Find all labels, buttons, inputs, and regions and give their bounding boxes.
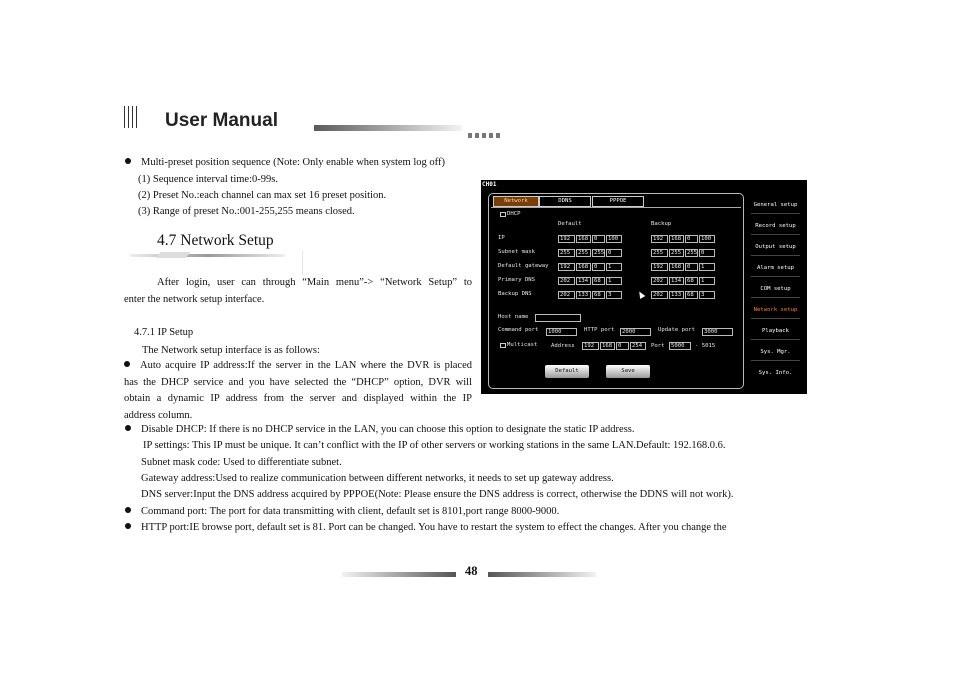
subnet-mask-label: Subnet mask — [498, 249, 536, 255]
menu-record-setup[interactable]: Record setup — [755, 223, 796, 229]
menu-playback[interactable]: Playback — [762, 328, 789, 334]
backup-column-header: Backup — [651, 221, 672, 227]
disable-dhcp-bullet — [125, 423, 635, 436]
ip-octet[interactable]: 168 — [576, 263, 591, 271]
dhcp-label: DHCP — [507, 211, 521, 217]
ip-octet[interactable]: 1 — [606, 277, 622, 285]
ip-octet[interactable]: 133 — [576, 291, 591, 299]
ip-octet[interactable]: 1 — [606, 263, 622, 271]
dns-text: DNS server:Input the DNS address acquired by PPPOE(Note: Please ensure the DNS address is correct, otherwise the DDNS will not work). — [141, 489, 734, 500]
gateway-text: Gateway address:Used to realize communication between different networks, it needs to set up gateway address. — [141, 473, 614, 484]
command-port-bullet — [125, 505, 559, 518]
ip-octet[interactable]: 254 — [630, 342, 646, 350]
auto-ip-line: obtain a dynamic IP address from the server and displayed within the IP — [124, 393, 472, 404]
ip-octet[interactable]: 68 — [592, 277, 605, 285]
menu-output-setup[interactable]: Output setup — [755, 244, 796, 250]
ip-label: IP — [498, 235, 505, 241]
intro-line: After login, user can through “Main menu”-> “Network Setup” to — [157, 277, 472, 288]
default-column-header: Default — [558, 221, 582, 227]
http-port-input[interactable]: 2000 — [620, 328, 651, 336]
tab-network[interactable]: Network — [493, 196, 539, 207]
port-range: - 5015 — [695, 343, 716, 349]
backup-subnet-field[interactable] — [651, 249, 715, 257]
ip-octet[interactable]: 133 — [669, 291, 684, 299]
host-name-input[interactable] — [535, 314, 581, 322]
menu-sys-info[interactable]: Sys. Info. — [758, 370, 793, 376]
auto-ip-line-first — [124, 358, 472, 375]
side-menu — [748, 193, 803, 390]
ip-octet[interactable]: 255 — [651, 249, 668, 257]
menu-alarm-setup[interactable]: Alarm setup — [756, 265, 795, 271]
ip-octet[interactable]: 202 — [651, 277, 668, 285]
subsection-intro: The Network setup interface is as follows: — [142, 345, 320, 356]
http-port-bullet — [125, 521, 727, 534]
page-number: 48 — [465, 564, 478, 578]
subsection-title: 4.7.1 IP Setup — [134, 327, 194, 338]
default-backup-dns-field[interactable] — [558, 291, 622, 299]
subnet-text: Subnet mask code: Used to differentiate subnet. — [141, 457, 342, 468]
ip-octet[interactable]: 0 — [685, 263, 698, 271]
ip-octet[interactable]: 255 — [558, 249, 575, 257]
auto-ip-paragraph — [124, 358, 472, 424]
bullet-icon — [125, 507, 131, 513]
bullet-icon — [124, 361, 130, 367]
gateway-label: Default gateway — [498, 263, 549, 269]
auto-ip-text: Auto acquire IP address:If the server in the LAN where the DVR is placed — [140, 360, 472, 371]
dhcp-checkbox[interactable] — [500, 212, 506, 217]
host-name-label: Host name — [498, 314, 529, 320]
default-button[interactable]: Default — [545, 365, 589, 378]
ip-octet[interactable]: 202 — [558, 291, 575, 299]
http-port-text: HTTP port:IE browse port, default set is 81. Port can be changed. You have to restart the system to effect the changes. After you change the — [141, 522, 727, 533]
tab-pppoe[interactable]: PPPOE — [592, 196, 644, 207]
footer-left-gradient — [342, 572, 456, 577]
preset-item: (1) Sequence interval time:0-99s. — [138, 174, 278, 185]
backup-backup-dns-field[interactable] — [651, 291, 715, 299]
ip-octet[interactable]: 0 — [685, 235, 698, 243]
header-bars-decoration — [124, 106, 140, 128]
ip-octet[interactable]: 168 — [600, 342, 615, 350]
menu-network-setup[interactable]: Network setup — [753, 307, 798, 313]
ip-octet[interactable]: 1 — [699, 263, 715, 271]
ip-octet[interactable]: 0 — [592, 235, 605, 243]
default-primary-dns-field[interactable] — [558, 277, 622, 285]
ip-octet[interactable]: 68 — [685, 277, 698, 285]
command-port-text: Command port: The port for data transmitting with client, default set is 8101,port range 8000-9000. — [141, 506, 560, 517]
update-port-input[interactable]: 3000 — [702, 328, 733, 336]
ip-octet[interactable]: 255 — [576, 249, 591, 257]
ip-octet[interactable]: 202 — [651, 291, 668, 299]
default-ip-field[interactable] — [558, 235, 622, 243]
ip-octet[interactable]: 134 — [576, 277, 591, 285]
ip-octet[interactable]: 192 — [558, 263, 575, 271]
ip-octet[interactable]: 0 — [699, 249, 715, 257]
ip-octet[interactable]: 68 — [592, 291, 605, 299]
multicast-label: Multicast — [507, 342, 538, 348]
ip-octet[interactable]: 100 — [606, 235, 622, 243]
ip-octet[interactable]: 192 — [582, 342, 599, 350]
menu-general-setup[interactable]: General setup — [753, 202, 798, 208]
ip-octet[interactable]: 202 — [558, 277, 575, 285]
ip-octet[interactable]: 134 — [669, 277, 684, 285]
section-underline-decoration: | | | | | — [130, 251, 290, 259]
auto-ip-line: address column. — [124, 409, 193, 421]
ip-octet[interactable]: 3 — [699, 291, 715, 299]
backup-primary-dns-field[interactable] — [651, 277, 715, 285]
header-dots-decoration — [468, 125, 503, 143]
update-port-label: Update port — [658, 327, 696, 333]
port-label: Port — [651, 343, 665, 349]
footer-right-gradient — [488, 572, 596, 577]
preset-item: (3) Range of preset No.:001-255,255 means closed. — [138, 206, 355, 217]
port-input[interactable]: 5000 — [669, 342, 691, 350]
command-port-input[interactable]: 1000 — [546, 328, 577, 336]
ip-octet[interactable]: 168 — [669, 263, 684, 271]
multicast-address-field[interactable] — [582, 342, 646, 350]
intro-line: enter the network setup interface. — [124, 293, 265, 305]
ip-octet[interactable]: 168 — [669, 235, 684, 243]
default-gateway-field[interactable] — [558, 263, 622, 271]
menu-com-setup[interactable]: COM setup — [760, 286, 791, 292]
save-button[interactable]: Save — [606, 365, 650, 378]
ip-octet[interactable]: 0 — [616, 342, 629, 350]
ip-settings-text: IP settings: This IP must be unique. It can’t conflict with the IP of other servers or working stations in the same LAN.Default: 192.168.0.6. — [143, 440, 726, 451]
command-port-label: Command port — [498, 327, 539, 333]
ip-octet[interactable]: 3 — [606, 291, 622, 299]
ip-octet[interactable]: 255 — [687, 250, 698, 256]
backup-ip-field[interactable] — [651, 235, 715, 243]
dvr-network-setup-screen — [481, 180, 807, 394]
tab-ddns[interactable]: DDNS — [539, 196, 591, 207]
multicast-checkbox[interactable] — [500, 343, 506, 348]
ip-octet[interactable]: 0 — [606, 249, 622, 257]
ip-octet[interactable]: 255 — [669, 249, 684, 257]
preset-bullet-text: Multi-preset position sequence (Note: Only enable when system log off) — [141, 157, 445, 168]
auto-ip-line: has the DHCP service and you have selected the “DHCP” option, DVR will — [124, 376, 472, 388]
ip-octet[interactable]: 1 — [699, 277, 715, 285]
bullet-icon — [125, 158, 131, 164]
section-intro — [124, 275, 472, 308]
tab-divider — [491, 207, 741, 208]
preset-item: (2) Preset No.:each channel can max set 16 preset position. — [138, 190, 387, 201]
header-gradient-bar — [314, 125, 462, 131]
ip-octet[interactable]: 192 — [558, 235, 575, 243]
disable-dhcp-text: Disable DHCP: If there is no DHCP service in the LAN, you can choose this option to designate the static IP address. — [141, 424, 635, 435]
address-label: Address — [551, 343, 575, 349]
ip-octet[interactable]: 100 — [699, 235, 715, 243]
ip-octet[interactable]: 255 — [594, 250, 605, 256]
http-port-label: HTTP port — [584, 327, 615, 333]
backup-gateway-field[interactable] — [651, 263, 715, 271]
ip-octet[interactable]: 0 — [592, 263, 605, 271]
menu-sys-mgr[interactable]: Sys. Mgr. — [760, 349, 791, 355]
ip-octet[interactable]: 192 — [651, 235, 668, 243]
bullet-icon — [125, 523, 131, 529]
bullet-icon — [125, 425, 131, 431]
channel-title: CH01 — [482, 181, 497, 188]
backup-dns-label: Backup DNS — [498, 291, 532, 297]
ip-octet[interactable]: 168 — [576, 235, 591, 243]
preset-bullet — [125, 156, 445, 169]
section-title: 4.7 Network Setup — [157, 232, 274, 249]
ip-octet[interactable]: 68 — [685, 291, 698, 299]
default-subnet-field[interactable] — [558, 249, 622, 257]
ip-octet[interactable]: 192 — [651, 263, 668, 271]
manual-title: User Manual — [165, 110, 278, 131]
primary-dns-label: Primary DNS — [498, 277, 536, 283]
